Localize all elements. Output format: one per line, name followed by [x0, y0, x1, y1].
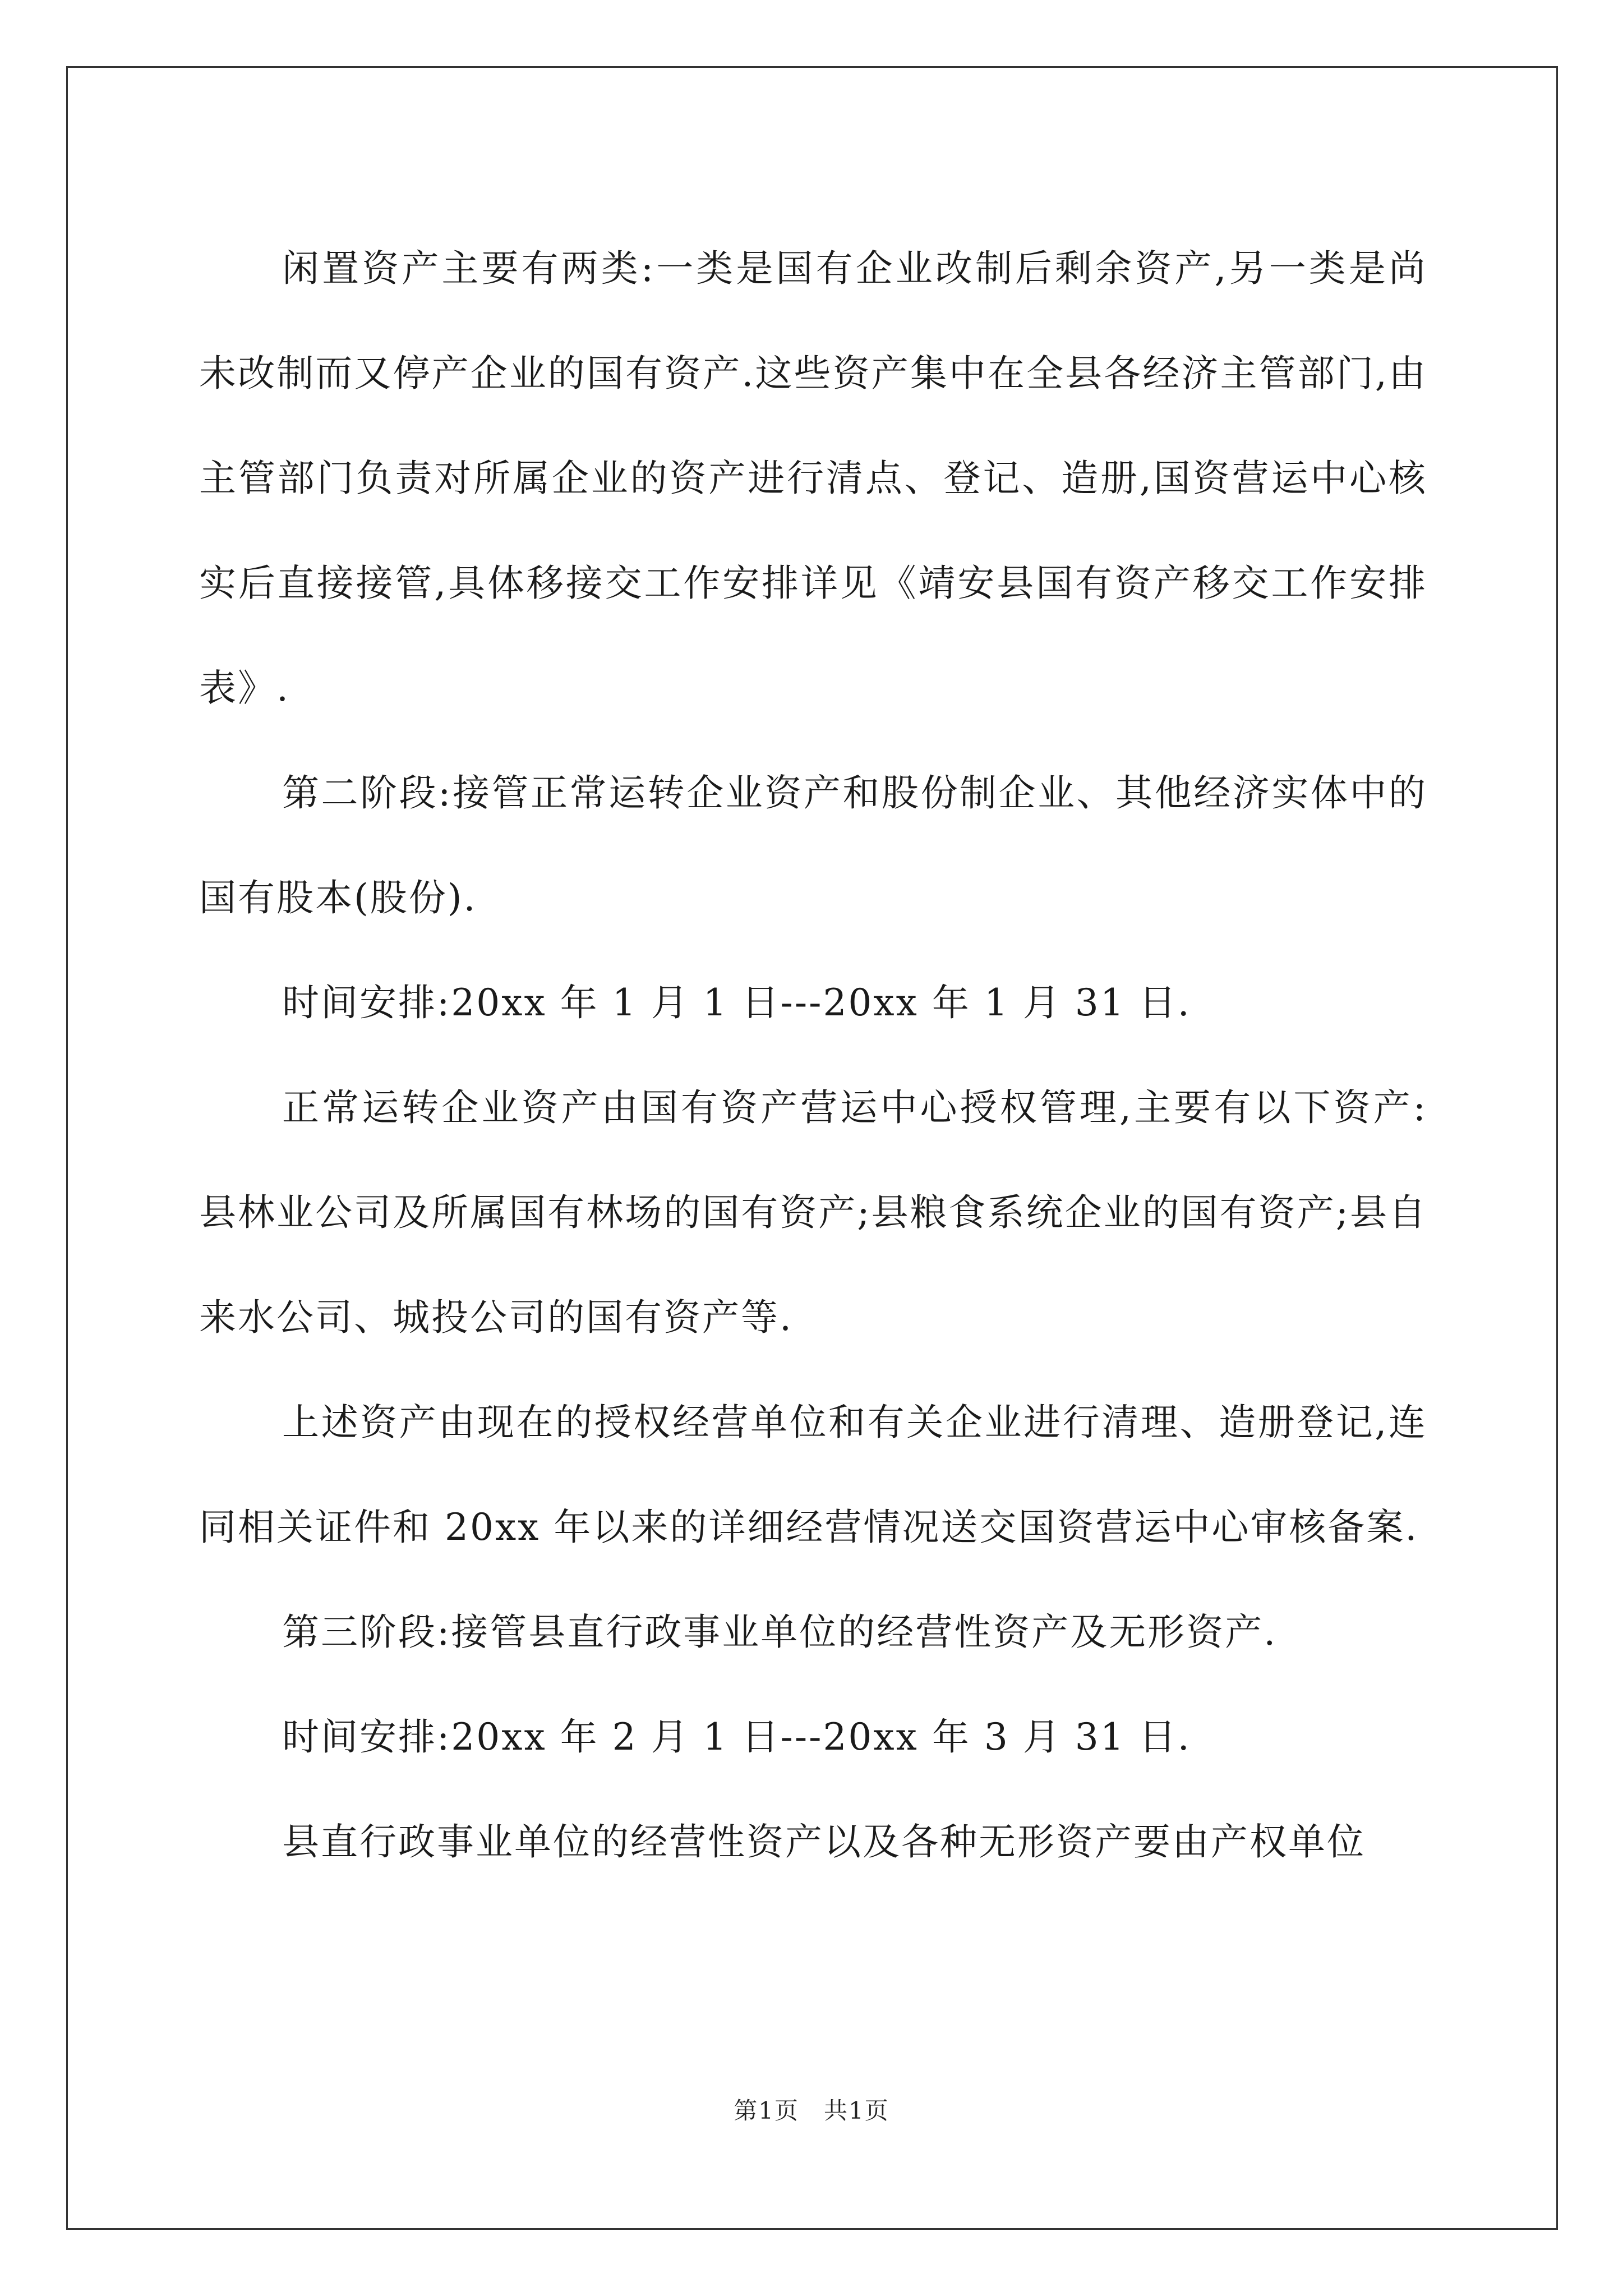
paragraph-operating-assets: 正常运转企业资产由国有资产营运中心授权管理,主要有以下资产:县林业公司及所属国有林场的国有资产;县粮食系统企业的国有资产;县自来水公司、城投公司的国有资产等.: [199, 1086, 1427, 1339]
paragraph-schedule-stage-two: 时间安排:20xx 年 1 月 1 日---20xx 年 1 月 31 日.: [282, 981, 1191, 1024]
paragraph-asset-registration: 上述资产由现在的授权经营单位和有关企业进行清理、造册登记,连同相关证件和 20xx 年以来的详细经营情况送交国资营运中心审核备案.: [199, 1401, 1427, 1549]
paragraph-stage-three: 第三阶段:接管县直行政事业单位的经营性资产及无形资产.: [282, 1611, 1278, 1654]
paragraph-administrative-assets: 县直行政事业单位的经营性资产以及各种无形资产要由产权单位: [282, 1820, 1366, 1864]
document-body: [199, 216, 1427, 1894]
paragraph-stage-two: 第二阶段:接管正常运转企业资产和股份制企业、其他经济实体中的国有股本(股份).: [199, 771, 1427, 919]
paragraph-idle-assets: 闲置资产主要有两类:一类是国有企业改制后剩余资产,另一类是尚未改制而又停产企业的国有资产.这些资产集中在全县各经济主管部门,由主管部门负责对所属企业的资产进行清点、登记、造册,国资营运中心核实后直接接管,具体移接交工作安排详见《靖安县国有资产移交工作安排表》.: [199, 247, 1427, 710]
page-number-footer: 第1页 共1页: [734, 2097, 889, 2124]
paragraph-schedule-stage-three: 时间安排:20xx 年 2 月 1 日---20xx 年 3 月 31 日.: [282, 1715, 1191, 1759]
